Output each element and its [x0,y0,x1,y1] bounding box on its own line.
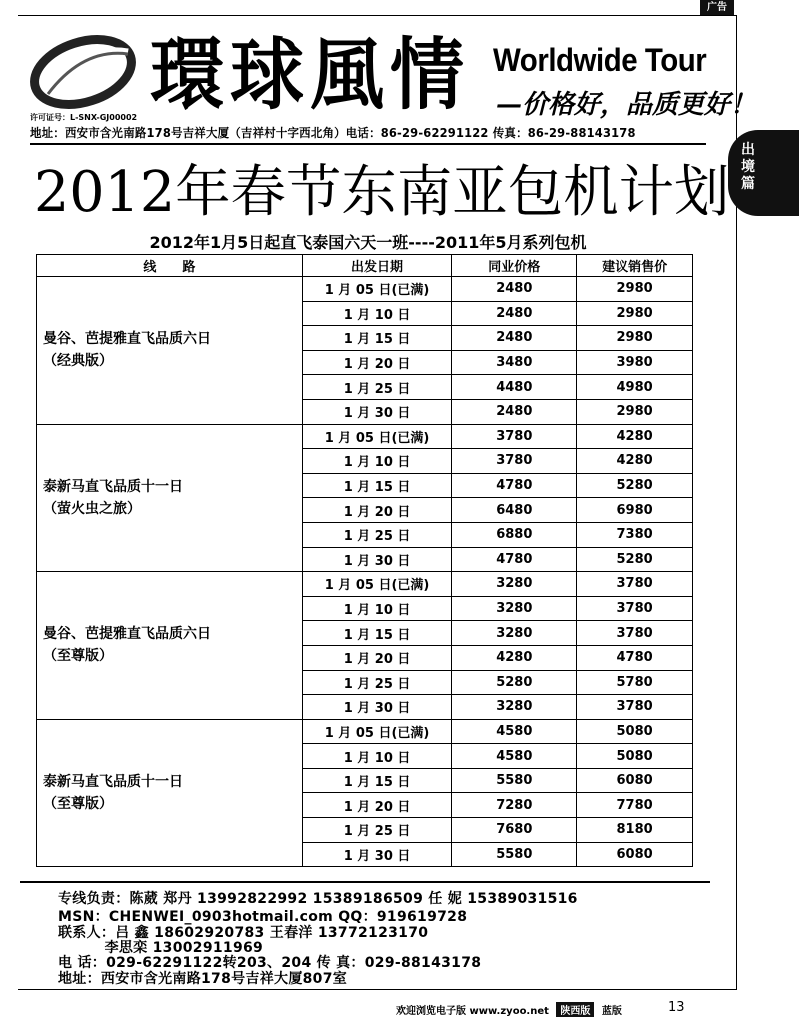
trade-price-cell: 2480 [452,326,577,351]
table-row [37,277,693,302]
edition-label: 蓝版 [601,1006,622,1017]
departure-date-cell: 1 月 20 日 [302,793,452,818]
table-header-row [37,255,693,277]
route-cell [37,424,303,572]
trade-price-cell: 3780 [452,424,577,449]
retail-price-cell: 4980 [577,375,693,400]
retail-price-cell: 4780 [577,645,693,670]
retail-price-cell: 2980 [577,326,693,351]
departure-date-cell: 1 月 25 日 [302,818,452,843]
page-title: 2012年春节东南亚包机计划 [34,160,730,225]
retail-price-cell: 4280 [577,449,693,474]
retail-price-cell: 7780 [577,793,693,818]
departure-date-cell: 1 月 10 日 [302,449,452,474]
trade-price-cell: 4480 [452,375,577,400]
price-table [36,254,693,867]
retail-price-cell: 6980 [577,498,693,523]
trade-price-cell: 3780 [452,449,577,474]
retail-price-cell: 6080 [577,768,693,793]
footer-divider [20,881,710,883]
trade-price-cell: 4780 [452,547,577,572]
retail-price-cell: 2980 [577,399,693,424]
header-trade-price: 同业价格 [452,255,577,277]
route-version: （至尊版） [43,795,113,812]
bottom-bar [396,1002,622,1017]
contact-line-3: 联系人：吕 鑫 18602920783 王春洋 13772123170 [58,925,429,941]
retail-price-cell: 5280 [577,473,693,498]
retail-price-cell: 2980 [577,277,693,302]
table-row [37,719,693,744]
retail-price-cell: 5780 [577,670,693,695]
trade-price-cell: 3280 [452,572,577,597]
departure-date-cell: 1 月 15 日 [302,326,452,351]
trade-price-cell: 7680 [452,818,577,843]
contact-line-5: 电 话：029-62291122转203、204 传 真：029-88143178 [58,955,482,971]
departure-date-cell: 1 月 15 日 [302,768,452,793]
trade-price-cell: 2480 [452,277,577,302]
departure-date-cell: 1 月 20 日 [302,498,452,523]
retail-price-cell: 3780 [577,596,693,621]
retail-price-cell: 8180 [577,818,693,843]
trade-price-cell: 6880 [452,522,577,547]
departure-date-cell: 1 月 05 日(已满) [302,277,452,302]
departure-date-cell: 1 月 10 日 [302,744,452,769]
trade-price-cell: 3480 [452,350,577,375]
header-date: 出发日期 [302,255,452,277]
company-address-line: 地址：西安市含光南路178号吉祥大厦（吉祥村十字西北角）电话：86-29-62291122 传真：86-29-88143178 [30,126,636,140]
retail-price-cell: 7380 [577,522,693,547]
departure-date-cell: 1 月 30 日 [302,399,452,424]
retail-price-cell: 6080 [577,842,693,867]
retail-price-cell: 4280 [577,424,693,449]
contact-line-2: MSN：CHENWEI_0903hotmail.com QQ：919619728 [58,909,468,925]
trade-price-cell: 5580 [452,842,577,867]
table-row [37,572,693,597]
route-cell [37,572,303,720]
departure-date-cell: 1 月 25 日 [302,522,452,547]
route-cell [37,719,303,867]
departure-date-cell: 1 月 20 日 [302,645,452,670]
departure-date-cell: 1 月 15 日 [302,621,452,646]
table-row [37,424,693,449]
trade-price-cell: 3280 [452,695,577,720]
price-table-body [37,277,693,867]
retail-price-cell: 3780 [577,695,693,720]
route-version: （经典版） [43,353,113,370]
trade-price-cell: 4280 [452,645,577,670]
trade-price-cell: 2480 [452,301,577,326]
header-divider [30,143,706,145]
route-name: 曼谷、芭提雅直飞品质六日 [43,331,211,348]
trade-price-cell: 4580 [452,744,577,769]
trade-price-cell: 2480 [452,399,577,424]
departure-date-cell: 1 月 30 日 [302,842,452,867]
departure-date-cell: 1 月 30 日 [302,547,452,572]
route-cell [37,277,303,425]
retail-price-cell: 3780 [577,572,693,597]
retail-price-cell: 3980 [577,350,693,375]
departure-date-cell: 1 月 10 日 [302,301,452,326]
trade-price-cell: 4780 [452,473,577,498]
license-number: 许可证号：L-SNX-GJ00002 [30,113,138,122]
ad-tag: 广告 [700,0,734,15]
route-version: （萤火虫之旅） [43,500,141,517]
route-name: 曼谷、芭提雅直飞品质六日 [43,626,211,643]
retail-price-cell: 3780 [577,621,693,646]
trade-price-cell: 6480 [452,498,577,523]
page-number: 13 [668,1000,685,1015]
brand-name-en: Worldwide Tour [493,42,707,78]
trade-price-cell: 3280 [452,596,577,621]
retail-price-cell: 5280 [577,547,693,572]
bottom-bar-text: 欢迎浏览电子版 www.zyoo.net [396,1006,549,1017]
departure-date-cell: 1 月 10 日 [302,596,452,621]
header-route: 线 路 [37,255,303,277]
route-version: （至尊版） [43,648,113,665]
retail-price-cell: 5080 [577,744,693,769]
contact-line-4: 李思栾 13002911969 [58,940,264,956]
retail-price-cell: 5080 [577,719,693,744]
departure-date-cell: 1 月 20 日 [302,350,452,375]
section-side-tab-label: 出境篇 [741,142,755,192]
globe-logo-icon [28,34,138,112]
trade-price-cell: 5580 [452,768,577,793]
departure-date-cell: 1 月 05 日(已满) [302,424,452,449]
trade-price-cell: 4580 [452,719,577,744]
departure-date-cell: 1 月 05 日(已满) [302,572,452,597]
trade-price-cell: 5280 [452,670,577,695]
departure-date-cell: 1 月 05 日(已满) [302,719,452,744]
page-subtitle: 2012年1月5日起直飞泰国六天一班----2011年5月系列包机 [149,233,587,252]
route-name: 泰新马直飞品质十一日 [43,478,183,495]
contact-line-6: 地址：西安市含光南路178号吉祥大厦807室 [58,971,348,987]
header-retail-price: 建议销售价 [577,255,693,277]
retail-price-cell: 2980 [577,301,693,326]
trade-price-cell: 3280 [452,621,577,646]
edition-badge: 陕西版 [556,1002,594,1017]
brand-name-cn: 環球風情 [150,30,470,121]
route-name: 泰新马直飞品质十一日 [43,773,183,790]
departure-date-cell: 1 月 25 日 [302,670,452,695]
contact-line-1: 专线负责：陈葳 郑丹 13992822992 15389186509 任 妮 15389031516 [58,891,578,907]
frame-top-border [18,15,737,16]
frame-bottom-border [18,989,737,990]
brand-slogan: —价格好，品质更好！ [496,90,757,120]
trade-price-cell: 7280 [452,793,577,818]
departure-date-cell: 1 月 15 日 [302,473,452,498]
departure-date-cell: 1 月 25 日 [302,375,452,400]
departure-date-cell: 1 月 30 日 [302,695,452,720]
